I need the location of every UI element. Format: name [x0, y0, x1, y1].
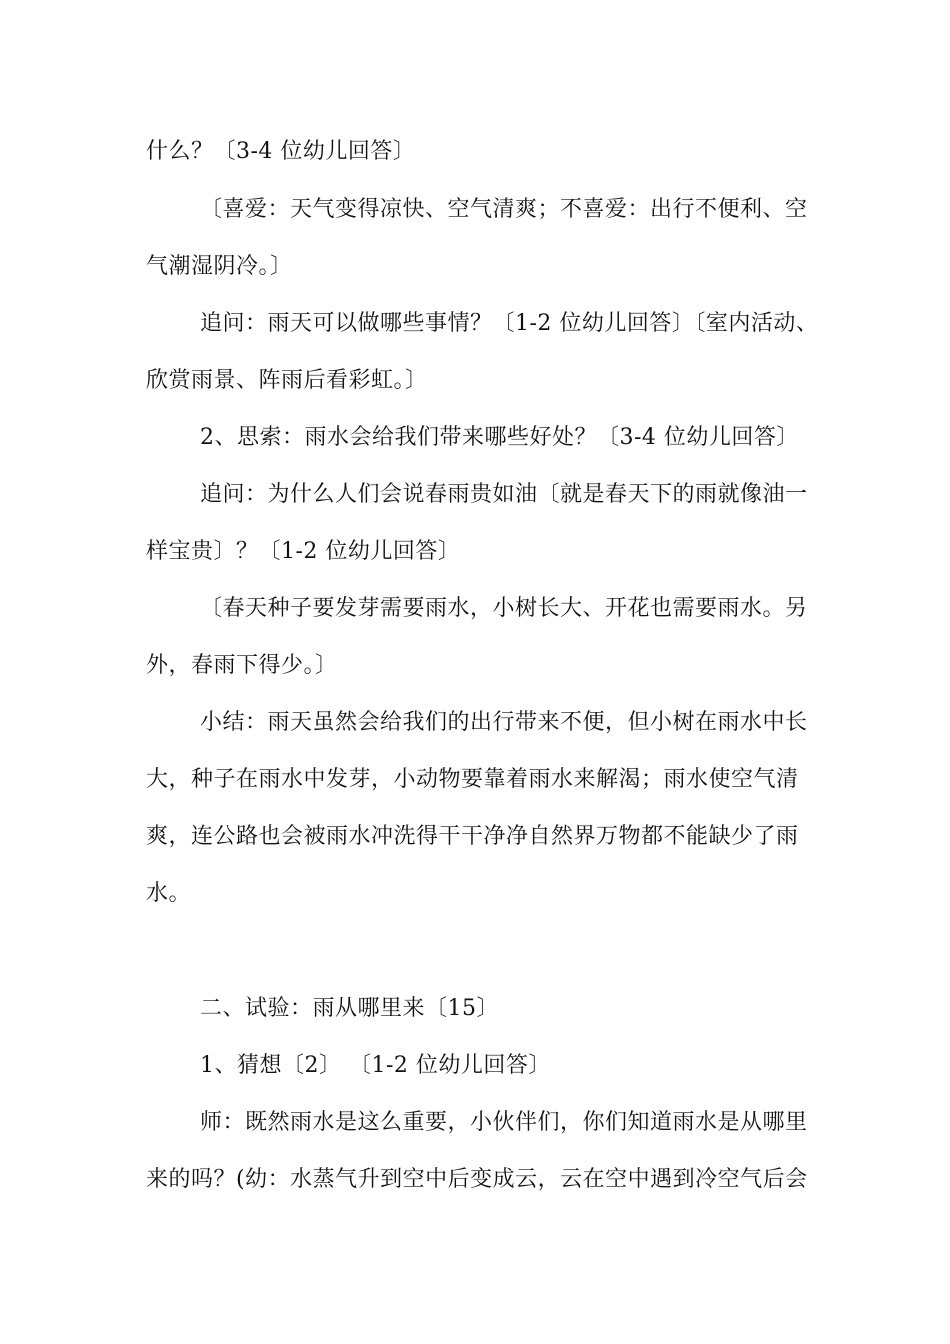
text-line: 师：既然雨水是这么重要，小伙伴们，你们知道雨水是从哪里 — [200, 1110, 808, 1135]
text-line: 〔喜爱：天气变得凉快、空气清爽；不喜爱：出行不便利、空 — [200, 197, 808, 222]
text-line: 小结：雨天虽然会给我们的出行带来不便，但小树在雨水中长 — [200, 710, 808, 735]
text-line: 追问：为什么人们会说春雨贵如油〔就是春天下的雨就像油一 — [200, 482, 808, 507]
text-line: 样宝贵〕？〔1-2 位幼儿回答〕 — [146, 539, 461, 564]
text-line: 大，种子在雨水中发芽，小动物要靠着雨水来解渴；雨水使空气清 — [146, 767, 799, 792]
text-line: 追问：雨天可以做哪些事情？〔1-2 位幼儿回答〕〔室内活动、 — [200, 311, 819, 336]
text-line: 1、猜想〔2〕 〔1-2 位幼儿回答〕 — [200, 1053, 551, 1078]
text-line: 〔春天种子要发芽需要雨水，小树长大、开花也需要雨水。另 — [200, 596, 808, 621]
section-heading: 二、试验：雨从哪里来〔15〕 — [200, 996, 499, 1021]
text-line: 气潮湿阴冷。〕 — [146, 254, 293, 279]
text-line: 2、思索：雨水会给我们带来哪些好处？〔3-4 位幼儿回答〕 — [200, 425, 799, 450]
text-line: 爽，连公路也会被雨水冲洗得干干净净自然界万物都不能缺少了雨 — [146, 824, 799, 849]
text-line: 什么？〔3-4 位幼儿回答〕 — [146, 139, 416, 164]
text-line: 欣赏雨景、阵雨后看彩虹。〕 — [146, 368, 428, 393]
text-line: 水。 — [146, 881, 192, 906]
text-line: 外，春雨下得少。〕 — [146, 653, 338, 678]
text-line: 来的吗？(幼：水蒸气升到空中后变成云，云在空中遇到冷空气后会 — [146, 1167, 808, 1192]
